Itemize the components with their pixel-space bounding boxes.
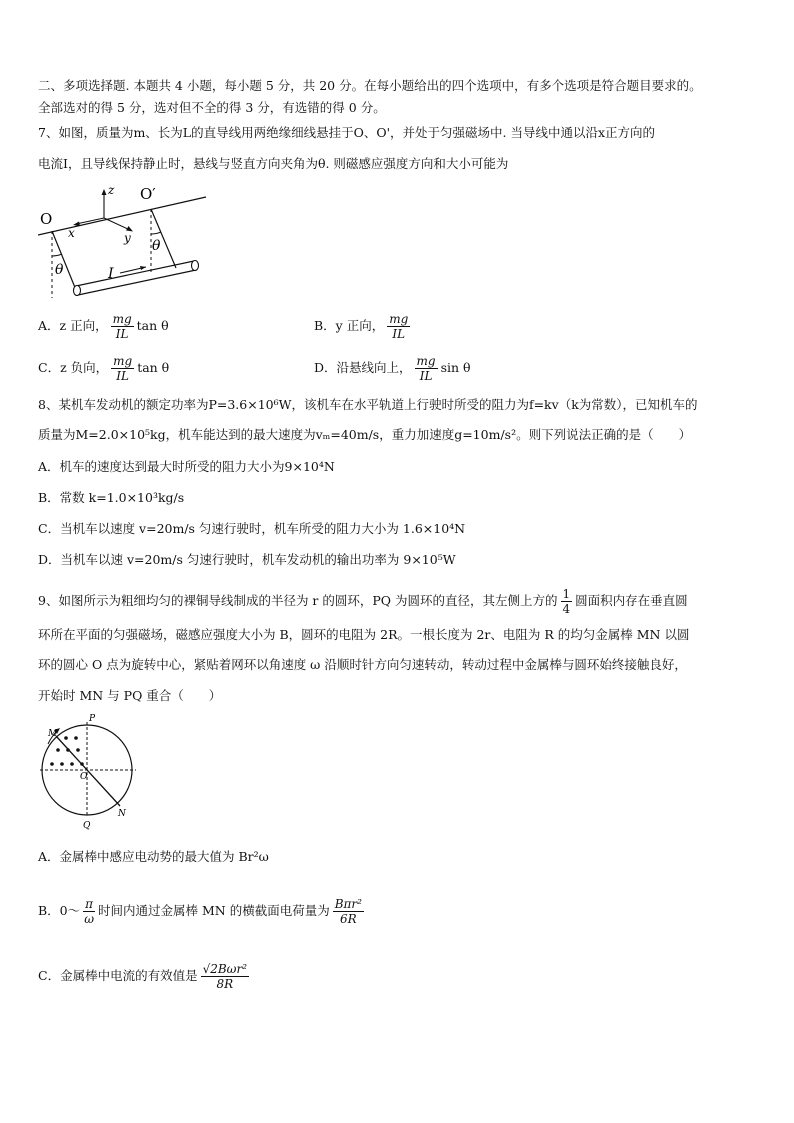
label-O: O — [80, 772, 88, 782]
q9-figure — [36, 712, 146, 832]
fraction-charge: $\frac{\text{Bπr²}}{6R}$ — [334, 897, 362, 926]
q8-option-c[interactable]: C．当机车以速度 v=20m/s 匀速行驶时，机车所受的阻力大小为 1.6×10⁴N — [38, 521, 466, 536]
q9-stem-line-2: 环所在平面的匀强磁场，磁感应强度大小为 B，圆环的电阻为 2R。一根长度为 2r、电阻为 R 的均匀金属棒 MN 以圆 — [38, 627, 690, 642]
q9-option-a[interactable]: A．金属棒中感应电动势的最大值为 Br²ω — [38, 849, 269, 864]
label-Q: Q — [83, 821, 91, 831]
q8-stem-line-1: 8、某机车发动机的额定功率为P=3.6×10⁶W，该机车在水平轨道上行驶时所受的阻力为f=kv（k为常数），已知机车的 — [38, 397, 698, 412]
label-y: y — [124, 231, 131, 245]
label-theta-right: θ — [152, 238, 161, 254]
current-arrow-head — [140, 266, 146, 270]
q9-stem-line-1: 9、如图所示为粗细均匀的裸铜导线制成的半径为 r 的圆环，PQ 为圆环的直径，其左侧上方的 $\frac{1}{4}$ 圆面积内存在垂直圆 — [38, 587, 688, 616]
angle-arc-right — [151, 232, 161, 234]
fraction-time: $\frac{\pi}{\omega}$ — [84, 897, 94, 926]
label-O: O — [40, 210, 53, 228]
q9-stem-line-3: 环的圆心 O 点为旋转中心，紧贴着网环以角速度 ω 沿顺时针方向匀速转动，转动过程中金属棒与圆环始终接触良好， — [38, 657, 687, 672]
q7-stem-line-1: 7、如图，质量为m、长为L的直导线用两绝缘细线悬挂于O、O'，并处于匀强磁场中. 当导线中通以沿x正方向的 — [38, 125, 656, 140]
label-P: P — [89, 714, 96, 724]
q7-option-a[interactable]: A．z 正向， $\frac{mg}{IL}$ tan θ — [38, 312, 169, 341]
label-N: N — [118, 809, 126, 819]
metal-rod-MN — [56, 736, 120, 806]
q7-option-d[interactable]: D．沿悬线向上， $\frac{mg}{IL}$ sin θ — [314, 354, 471, 383]
section-header-line-2: 全部选对的得 5 分，选对但不全的得 3 分，有选错的得 0 分。 — [38, 100, 386, 115]
label-x: x — [68, 226, 75, 240]
label-z: z — [108, 183, 115, 197]
q7-option-c[interactable]: C．z 负向， $\frac{mg}{IL}$ tan θ — [38, 354, 170, 383]
fraction: $\frac{mg}{IL}$ — [389, 312, 409, 341]
fraction-current: $\frac{\text{√2Bωr²}}{8R}$ — [202, 962, 248, 991]
q8-stem-line-2: 质量为M=2.0×10⁵kg，机车能达到的最大速度为vₘ=40m/s，重力加速度g=10m/s²。则下列说法正确的是（ ） — [38, 427, 692, 442]
y-axis — [104, 218, 130, 230]
conductor-wire — [74, 261, 199, 296]
z-axis-head — [102, 189, 107, 195]
label-O-prime: O′ — [140, 185, 156, 203]
section-header-line-1: 二、多项选择题. 本题共 4 小题，每小题 5 分，共 20 分。在每小题给出的四个选项中，有多个选项是符合题目要求的。 — [38, 78, 702, 93]
q7-figure — [38, 180, 210, 302]
q9-option-c[interactable]: C．金属棒中电流的有效值是 $\frac{\text{√2Bωr²}}{8R}$ — [38, 962, 248, 991]
q8-option-d[interactable]: D．当机车以速 v=20m/s 匀速行驶时，机车发动机的输出功率为 9×10⁵W — [38, 552, 456, 567]
fraction: $\frac{mg}{IL}$ — [416, 354, 436, 383]
label-theta-left: θ — [55, 262, 64, 278]
label-M: M — [48, 729, 58, 739]
q8-option-a[interactable]: A．机车的速度达到最大时所受的阻力大小为9×10⁴N — [38, 459, 335, 474]
support-rod — [38, 197, 206, 235]
q7-stem-line-2: 电流I，且导线保持静止时，悬线与竖直方向夹角为θ. 则磁感应强度方向和大小可能为 — [38, 156, 509, 171]
label-I: I — [108, 266, 114, 282]
fraction-quarter: $\frac{1}{4}$ — [562, 587, 571, 616]
q9-option-b[interactable]: B．0～ $\frac{\pi}{\omega}$ 时间内通过金属棒 MN 的横截面电荷量为 $\frac{\text{Bπr²}}{6R}$ — [38, 897, 362, 926]
angle-arc-left — [52, 254, 62, 256]
q9-stem-line-4: 开始时 MN 与 PQ 重合（ ） — [38, 688, 222, 703]
q7-option-b[interactable]: B．y 正向， $\frac{mg}{IL}$ — [314, 312, 409, 341]
q8-option-b[interactable]: B．常数 k=1.0×10³kg/s — [38, 490, 185, 505]
fraction: $\frac{mg}{IL}$ — [112, 312, 132, 341]
fraction: $\frac{mg}{IL}$ — [113, 354, 133, 383]
